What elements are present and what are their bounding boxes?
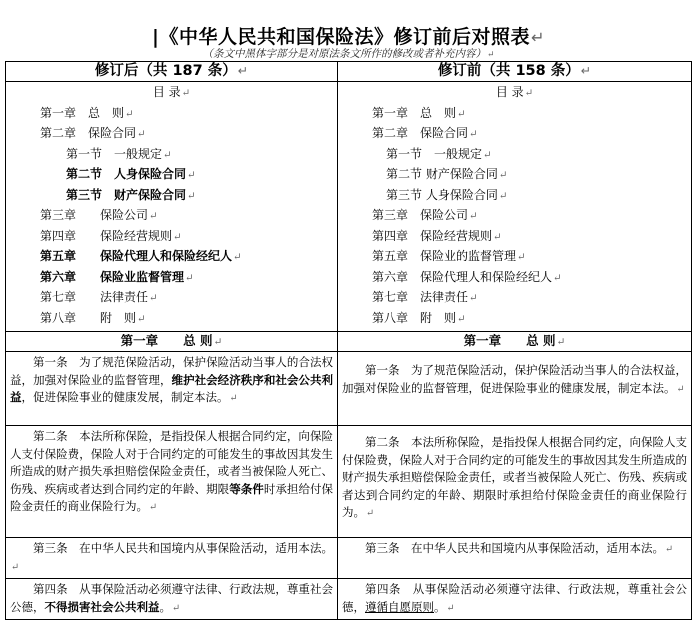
toc-entry: 第七章 法律责任↵: [40, 290, 158, 304]
article-4-before: [338, 579, 692, 620]
paragraph-mark-icon: ↵: [11, 561, 20, 573]
toc-entry: 第一章 总 则↵: [40, 105, 134, 120]
paragraph-mark-icon: ↵: [149, 293, 158, 304]
toc-entry: 第六章 保险代理人和保险经纪人↵: [372, 269, 562, 284]
paragraph-mark-icon: ↵: [498, 190, 508, 202]
article-row: [6, 426, 692, 538]
toc-before-list: [338, 104, 691, 330]
article-3-after: [6, 538, 338, 579]
toc-entry: 第三章 保险公司↵: [372, 208, 478, 222]
paragraph-mark-icon: ↵: [457, 313, 466, 325]
header-after-cell: 修订后（共 187 条）↵: [6, 62, 338, 82]
article-text: 第二条 本法所称保险，是指投保人根据合同约定，向保险人支付保险费，保险人对于合同约定的可能发生的事故因其发生所造成的财产损失承担赔偿保险金责任，或者当被保险人死亡、伤残、疾病或者达到合同约定的年龄、期限时承担给付保险金责任的商业保险行为。↵: [342, 435, 687, 520]
paragraph-mark-icon: ↵: [181, 88, 191, 99]
toc-entry: 第三节 人身保险合同↵: [386, 187, 508, 202]
toc-entry: 第四章 保险经营规则↵: [40, 228, 182, 243]
article-3-before: [338, 538, 692, 579]
article-2-before: [338, 426, 692, 538]
article-row: [6, 538, 692, 579]
article-2-after: [6, 426, 338, 538]
paragraph-mark-icon: ↵: [149, 502, 158, 514]
paragraph-mark-icon: ↵: [185, 272, 194, 284]
header-before-cell: 修订前（共 158 条）↵: [338, 62, 692, 82]
paragraph-mark-icon: ↵: [172, 602, 181, 614]
paragraph-mark-icon: ↵: [580, 64, 592, 78]
chapter-heading-row: [6, 332, 692, 352]
toc-entry: 第三章 保险公司↵: [40, 208, 158, 222]
article-text: 第一条 为了规范保险活动，保护保险活动当事人的合法权益，加强对保险业的监督管理，维护社会经济秩序和社会公共利益，促进保险事业的健康发展，制定本法。↵: [10, 355, 334, 405]
toc-entry: 第二章 保险合同↵: [372, 126, 478, 140]
paragraph-mark-icon: ↵: [149, 211, 158, 222]
toc-entry: 第六章 保险业监督管理↵: [40, 269, 194, 284]
paragraph-mark-icon: ↵: [517, 252, 526, 263]
paragraph-mark-icon: ↵: [446, 602, 455, 614]
toc-entry: 第八章 附 则↵: [40, 310, 146, 325]
article-1-before: [338, 352, 692, 426]
paragraph-mark-icon: ↵: [498, 170, 508, 181]
paragraph-mark-icon: ↵: [524, 88, 534, 99]
toc-label: 目 录↵: [495, 85, 534, 99]
toc-label: 目 录↵: [152, 85, 191, 99]
paragraph-mark-icon: ↵: [237, 64, 249, 78]
paragraph-mark-icon: ↵: [556, 335, 566, 348]
paragraph-mark-icon: ↵: [213, 335, 223, 348]
paragraph-mark-icon: ↵: [187, 190, 196, 202]
paragraph-mark-icon: ↵: [137, 313, 146, 325]
toc-entry: 第一章 总 则↵: [372, 105, 466, 120]
article-4-after: [6, 579, 338, 620]
article-text: 第三条 在中华人民共和国境内从事保险活动，适用本法。↵: [365, 541, 674, 555]
paragraph-mark-icon: ↵: [530, 28, 545, 47]
table-header-row: [6, 62, 692, 82]
paragraph-mark-icon: ↵: [469, 129, 478, 140]
paragraph-mark-icon: ↵: [163, 149, 172, 161]
paragraph-mark-icon: ↵: [493, 231, 502, 243]
toc-after-list: [6, 104, 337, 330]
paragraph-mark-icon: ↵: [457, 108, 466, 120]
toc-entry: 第一节 一般规定↵: [66, 146, 172, 161]
article-text: 第四条 从事保险活动必须遵守法律、行政法规，尊重社会公德，遵循自愿原则。↵: [342, 582, 687, 614]
article-text: 第三条 在中华人民共和国境内从事保险活动，适用本法。↵: [11, 541, 333, 573]
paragraph-mark-icon: ↵: [487, 50, 495, 60]
toc-entry: 第五章 保险业的监督管理↵: [372, 249, 526, 263]
article-text: 第二条 本法所称保险，是指投保人根据合同约定，向保险人支付保险费，保险人对于合同约定的可能发生的事故因其发生所造成的财产损失承担赔偿保险金责任，或者当被保险人死亡、伤残、疾病或者达到合同约定的年龄、期限等条件时承担给付保险金责任的商业保险行为。↵: [10, 429, 334, 514]
paragraph-mark-icon: ↵: [665, 544, 674, 555]
toc-entry: 第一节 一般规定↵: [386, 146, 492, 161]
paragraph-mark-icon: ↵: [173, 231, 182, 243]
toc-entry: 第四章 保险经营规则↵: [372, 228, 502, 243]
chapter-heading-after: 第一章 总 则↵: [6, 332, 338, 352]
paragraph-mark-icon: ↵: [676, 383, 685, 395]
toc-entry: 第二章 保险合同↵: [40, 126, 146, 140]
paragraph-mark-icon: ↵: [553, 272, 562, 284]
toc-entry: 第七章 法律责任↵: [372, 290, 478, 304]
toc-before-cell: [338, 82, 692, 332]
paragraph-mark-icon: ↵: [366, 508, 375, 520]
paragraph-mark-icon: ↵: [125, 108, 134, 120]
paragraph-mark-icon: ↵: [187, 170, 196, 181]
chapter-heading-before: 第一章 总 则↵: [338, 332, 692, 352]
toc-after-cell: [6, 82, 338, 332]
toc-row: [6, 82, 692, 332]
article-row: [6, 579, 692, 620]
paragraph-mark-icon: ↵: [233, 252, 242, 263]
toc-entry: 第二节 人身保险合同↵: [66, 167, 196, 181]
paragraph-mark-icon: ↵: [469, 293, 478, 304]
toc-entry: 第五章 保险代理人和保险经纪人↵: [40, 249, 242, 263]
comparison-table: [5, 61, 692, 620]
toc-entry: 第二节 财产保险合同↵: [386, 167, 508, 181]
paragraph-mark-icon: ↵: [483, 149, 492, 161]
article-row: [6, 352, 692, 426]
toc-entry: 第八章 附 则↵: [372, 310, 466, 325]
article-text: 第四条 从事保险活动必须遵守法律、行政法规，尊重社会公德，不得损害社会公共利益。↵: [10, 582, 333, 614]
article-text: 第一条 为了规范保险活动，保护保险活动当事人的合法权益，加强对保险业的监督管理，促进保险事业的健康发展，制定本法。↵: [342, 363, 687, 395]
toc-entry: 第三节 财产保险合同↵: [66, 187, 196, 202]
document-title: |《中华人民共和国保险法》修订前后对照表↵: [152, 26, 545, 48]
paragraph-mark-icon: ↵: [229, 393, 238, 405]
document-subtitle: （条文中黑体字部分是对原法条文所作的修改或者补充内容）↵: [202, 48, 495, 60]
paragraph-mark-icon: ↵: [137, 129, 146, 140]
paragraph-mark-icon: ↵: [469, 211, 478, 222]
article-1-after: [6, 352, 338, 426]
